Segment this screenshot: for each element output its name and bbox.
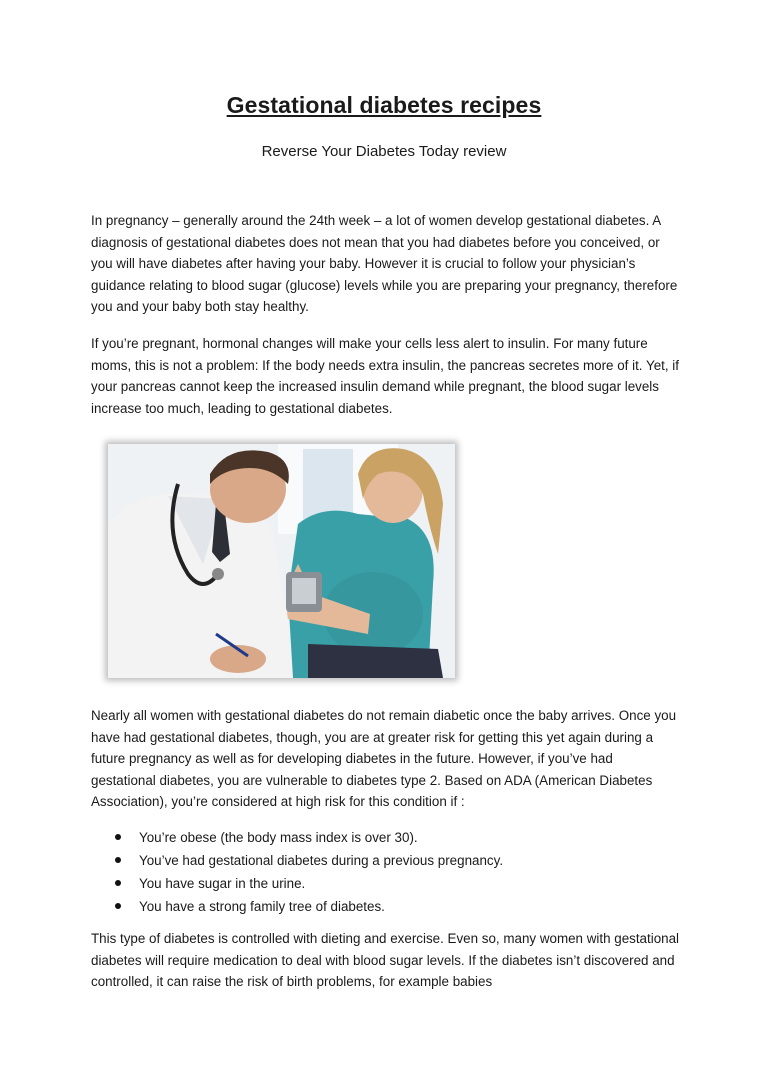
list-item bbox=[115, 895, 675, 918]
bullet-icon bbox=[115, 903, 121, 909]
bullet-icon bbox=[115, 834, 121, 840]
list-item bbox=[115, 849, 675, 872]
paragraph-treatment: This type of diabetes is controlled with dieting and exercise. Even so, many women with gestational diabetes will require medication to deal with blood sugar levels. If the diabetes isn’t discovered and controlled, it can raise the risk of birth problems, for example babies bbox=[91, 931, 680, 989]
list-item bbox=[115, 872, 675, 895]
paragraph-hormonal-changes: If you’re pregnant, hormonal changes will make your cells less alert to insulin. For many future moms, this is not a problem: If the body needs extra insulin, the pancreas secretes more of it. Yet, if your pancreas cannot keep the increased insulin demand while pregnant, the blood sugar levels increase too much, leading to gestational diabetes. bbox=[91, 336, 679, 416]
list-item-text: You have a strong family tree of diabetes. bbox=[139, 899, 385, 914]
bullet-icon bbox=[115, 880, 121, 886]
bullet-icon bbox=[115, 857, 121, 863]
list-item-text: You have sugar in the urine. bbox=[139, 876, 306, 891]
list-item bbox=[115, 826, 675, 849]
list-item-text: You’ve had gestational diabetes during a previous pregnancy. bbox=[139, 853, 504, 868]
paragraph-intro: In pregnancy – generally around the 24th week – a lot of women develop gestational diabetes. A diagnosis of gestational diabetes does not mean that you had diabetes before you conceived, or you will have diabetes after having your baby. However it is crucial to follow your physician’s guidance relating to blood sugar (glucose) levels while you are preparing your pregnancy, therefore you and your baby both stay healthy. bbox=[91, 213, 678, 314]
paragraph-after-birth: Nearly all women with gestational diabetes do not remain diabetic once the baby arrives. Once you have had gestational diabetes, though, you are at greater risk for getting this yet again during a future pregnancy as well as for developing diabetes in the future. However, if you’ve had gestational diabetes, you are vulnerable to diabetes type 2. Based on ADA (American Diabetes Association), you’re considered at high risk for this condition if : bbox=[91, 708, 677, 809]
document-subtitle: Reverse Your Diabetes Today review bbox=[261, 143, 507, 160]
doctor-patient-photo bbox=[108, 444, 455, 678]
document-title: Gestational diabetes recipes bbox=[226, 92, 542, 118]
risk-factor-list bbox=[115, 826, 675, 918]
list-item-text: You’re obese (the body mass index is over 30). bbox=[139, 830, 418, 845]
